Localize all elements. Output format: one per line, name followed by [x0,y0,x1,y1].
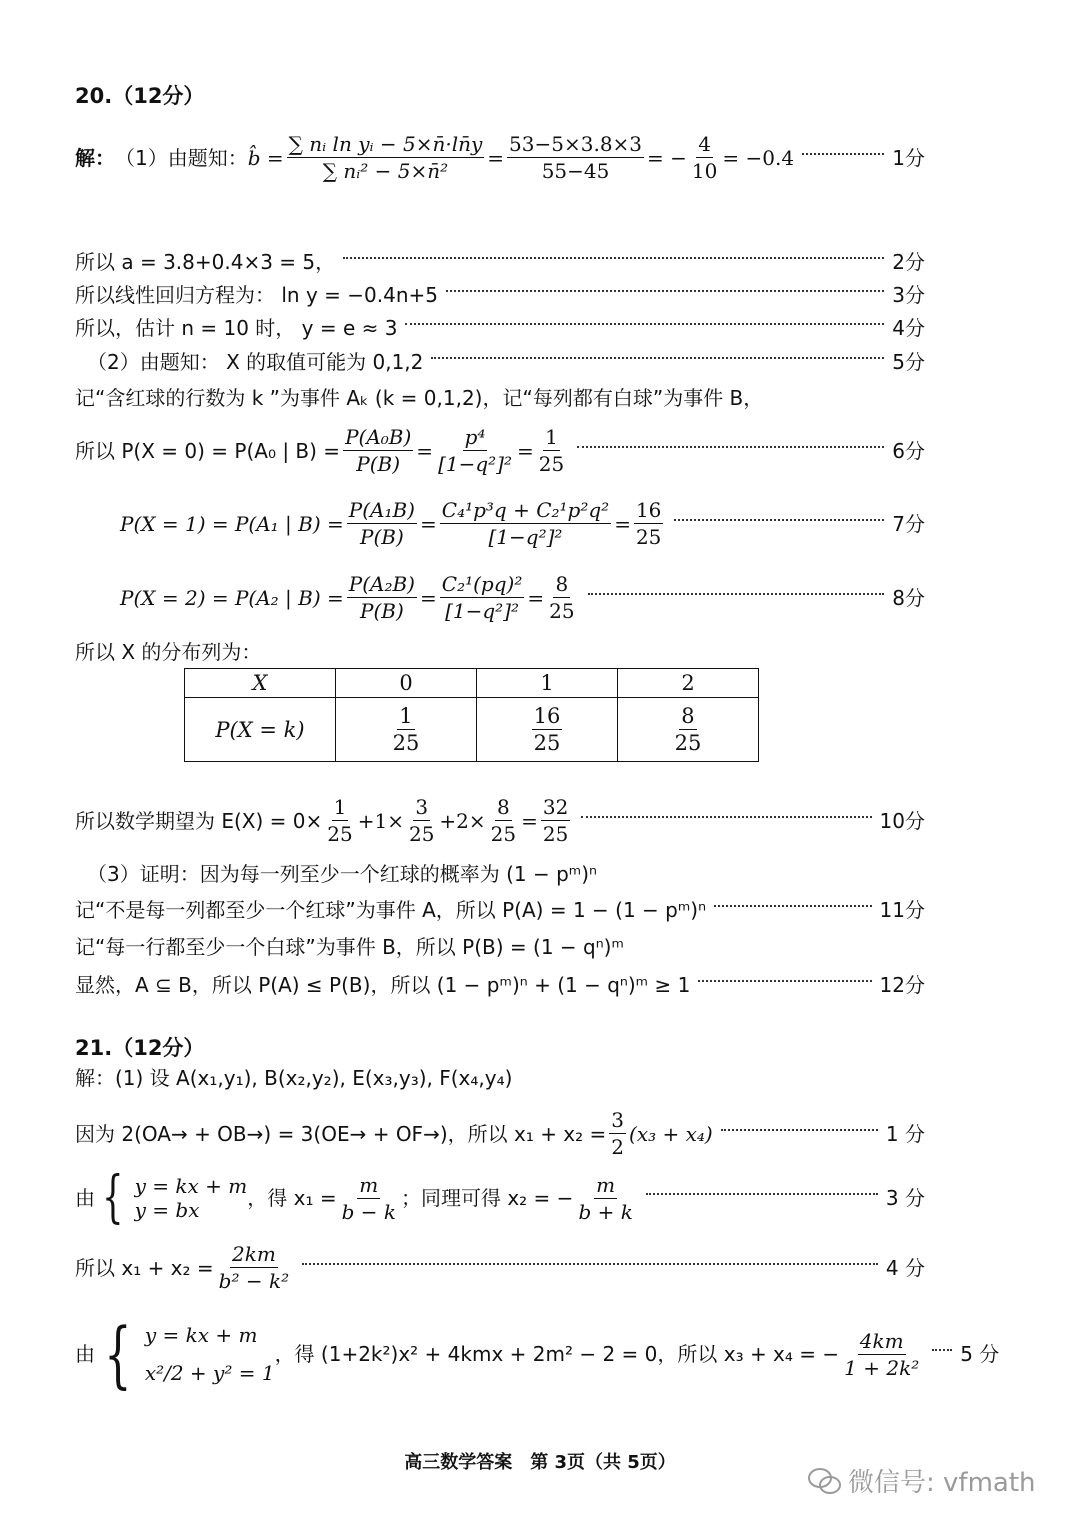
distribution-table [184,668,759,762]
system-2-eq-1: y = kx + m [144,1323,258,1347]
dot-leader [581,816,871,818]
vectors-tail: (x₃ + x₄) [629,1121,713,1146]
line-part3-text: （3）证明：因为每一列至少一个红球的概率为 (1 − pᵐ)ⁿ [87,862,598,886]
b-fraction-3 [690,132,719,183]
system-1-eq-2: y = bx [134,1198,200,1222]
cell-num: 1 [399,704,413,728]
line-part2 [87,350,925,374]
line-event-a [75,898,925,922]
table-header-2: 2 [618,669,759,698]
table-row [185,669,759,698]
dot-leader [714,905,871,907]
dot-leader [588,593,885,595]
ex-term-1: +1× [357,808,404,833]
line-estimate [75,316,925,340]
p0-f1-den: P(B) [356,452,401,476]
score-2: 2分 [892,250,925,274]
dot-leader [674,519,884,521]
q21-score-3: 3 分 [885,1186,925,1210]
cell-num: 16 [533,704,561,728]
line-part3 [87,862,925,886]
q21-heading: 21.（12分） [75,1036,205,1060]
q21-score-1: 1 分 [885,1121,925,1146]
sum-den: b² − k² [218,1269,290,1293]
dist-intro-text: 所以 X 的分布列为： [75,640,262,664]
dot-leader [405,323,884,325]
score-1: 1分 [892,145,925,170]
p1-f3-den: 25 [635,525,662,549]
score-5: 5分 [892,350,925,374]
b-denominator: ∑ nᵢ² − 5×n̄² [322,159,449,183]
ex-f4-den: 25 [542,822,569,846]
table-cell [477,698,618,762]
table-header-x: X [185,669,336,698]
wechat-icon [808,1468,842,1494]
score-12: 12分 [879,973,925,997]
line-a-text: 所以 a = 3.8+0.4×3 = 5， [75,250,336,274]
ex-term-2: +2× [439,808,486,833]
ex-term-3: = [521,808,538,833]
line-events [75,386,925,410]
b-result: = −0.4 [722,145,795,170]
line-p0: 所以 P(X = 0) = P(A₀ | B) = $\frac{\text{P(A₀B)}}{P(B)}$ = $\frac{\text{p⁴}}{\text{[1−q²]²}}$ = $\frac{1}{25}$ 6分 [75,425,925,476]
p2-f3-num: 8 [555,572,569,596]
b-hat-lhs: b̂ = [247,145,284,170]
line-expectation [75,795,925,846]
x1-den: b − k [341,1199,396,1224]
q21-line-sum [75,1242,925,1293]
dot-leader [932,1349,952,1351]
p1-lhs: P(X = 1) = P(A₁ | B) = [120,511,344,536]
expectation-lhs: 所以数学期望为 E(X) = 0× [75,808,323,833]
line-estimate-text: 所以，估计 n = 10 时， y = e ≈ 3 [75,316,398,340]
q21-score-5: 5 分 [960,1342,1000,1366]
table-row-label: P(X = k) [185,698,336,762]
system-2-eq-2: x²/2 + y² = 1 [144,1361,275,1385]
line-events-text: 记“含红球的行数为 k ”为事件 Aₖ (k = 0,1,2)，记“每列都有白球”为事件 B， [75,386,764,410]
b-formula-fraction [287,132,485,183]
vec-frac-den: 2 [611,1135,625,1159]
q21-line-system-1 [75,1165,925,1230]
b-fraction-2 [507,132,644,183]
dot-leader [431,357,884,359]
cell-den: 25 [392,731,420,755]
p2-f2-den: [1−q²]² [445,599,520,623]
b-fraction-2-den: 55−45 [541,159,610,183]
line-dist-intro [75,640,925,664]
page-footer: 高三数学答案 第 3页（共 5页） [404,1452,676,1473]
p0-f2-num: p⁴ [464,425,486,449]
p0-f2-den: [1−q²]² [438,452,512,476]
q20-heading: 20.（12分） [75,84,205,108]
q21-line-1-text: 解：(1) 设 A(x₁,y₁), B(x₂,y₂), E(x₃,y₃), F(x₄,y₄) [75,1066,513,1090]
p1-f2-num: C₄¹p³q + C₂¹p²q² [441,498,610,522]
line-conclusion-text: 显然，A ⊆ B，所以 P(A) ≤ P(B)，所以 (1 − pᵐ)ⁿ + (1 − qⁿ)ᵐ ≥ 1 [75,973,691,997]
p1-f1-num: P(A₁B) [348,498,415,522]
b-fraction-3-den: 10 [691,159,718,183]
line-a-value [75,250,925,274]
q21-line-vectors [75,1108,925,1159]
line-part2-text: （2）由题知： X 的取值可能为 0,1,2 [87,350,424,374]
x2-text: ；同理可得 x₂ = − [400,1186,574,1210]
dot-leader [302,1263,878,1265]
p2-lhs: P(X = 2) = P(A₂ | B) = [120,585,344,610]
score-11: 11分 [879,898,925,922]
system-2 [145,1323,275,1385]
x34-den: 1 + 2k² [844,1355,920,1380]
dot-leader [646,1193,878,1195]
sum-num: 2km [231,1242,276,1266]
dot-leader [721,1129,878,1131]
p0-f3-num: 1 [545,425,558,449]
x1-num: m [359,1172,379,1197]
p1-f2-den: [1−q²]² [488,525,563,549]
score-3: 3分 [892,283,925,307]
system-1-eq-1: y = kx + m [134,1174,248,1198]
line-event-b [75,935,925,959]
dot-leader [698,980,871,982]
p1-f1-den: P(B) [360,525,404,549]
watermark [808,1462,1036,1499]
table-cell [336,698,477,762]
vectors-text: 因为 2(OA→ + OB→) = 3(OE→ + OF→)，所以 x₁ + x₂ = [75,1121,607,1146]
p2-f3-den: 25 [549,599,575,623]
ex-f4-num: 32 [542,795,569,819]
ex-f1-num: 1 [333,795,347,819]
line-p2: P(X = 2) = P(A₂ | B) = $\frac{\text{P(A₂B)}}{P(B)}$ = $\frac{\text{C₂¹(pq)²}}{\text{[1−q²]²}}$ = $\frac{8}{25}$ 8分 [120,572,925,623]
line-event-a-text: 记“不是每一列都至少一个红球”为事件 A，所以 P(A) = 1 − (1 − pᵐ)ⁿ [75,898,707,922]
line-event-b-text: 记“每一行都至少一个白球”为事件 B，所以 P(B) = (1 − qⁿ)ᵐ [75,935,624,959]
ex-f3-den: 25 [490,822,517,846]
ex-f1-den: 25 [327,822,353,846]
q21-line-system-2 [75,1312,1000,1396]
p0-f3-den: 25 [538,452,565,476]
solution-label: 解： [75,145,115,170]
cell-den: 25 [533,731,561,755]
line-regression [75,283,925,307]
cell-num: 8 [681,704,695,728]
p2-f2-num: C₂¹(pq)² [441,572,523,596]
table-header-0: 0 [336,669,477,698]
b-numerator: ∑ nᵢ ln yᵢ − 5×n̄·ln̄y [288,132,483,156]
table-cell [618,698,759,762]
sum-text: 所以 x₁ + x₂ = [75,1255,214,1280]
cell-den: 25 [674,731,702,755]
b-fraction-2-num: 53−5×3.8×3 [509,132,643,156]
dot-leader [446,290,884,292]
q21-line-1 [75,1066,925,1090]
x1-text: ，得 x₁ = [247,1186,337,1210]
quadratic-text: ，得 (1+2k²)x² + 4kmx + 2m² − 2 = 0，所以 x₃ + x₄ = − [274,1342,840,1366]
you-label: 由 [75,1342,95,1366]
table-header-1: 1 [477,669,618,698]
p0-lhs: 所以 P(X = 0) = P(A₀ | B) = [75,438,341,463]
system-1 [135,1174,248,1222]
line-p1: P(X = 1) = P(A₁ | B) = $\frac{\text{P(A₁B)}}{P(B)}$ = $\frac{\text{C₄¹p³q + C₂¹p²q²}}{\text{[1−q²]²}}$ = $\frac{16}{25}$ 7分 [120,498,925,549]
q20-b-line: 解： （1）由题知： b̂ = $\frac{\text{∑ nᵢ ln yᵢ − 5×n̄·ln̄y}}{\text{∑ nᵢ² − 5×n̄²}}$ = $\frac{53-5\times 3.8\times 3}{55-45}$ = − $\frac{4}{10}$ = −0.4 1分 [75,132,925,183]
dot-leader [343,257,884,259]
ex-f3-num: 8 [497,795,510,819]
ex-f2-den: 25 [408,822,435,846]
x2-num: m [596,1172,616,1197]
score-10: 10分 [879,808,925,833]
p0-f1-num: P(A₀B) [345,425,412,449]
brace-icon: { [102,1165,124,1230]
score-6: 6分 [892,438,925,463]
dot-leader [802,153,884,155]
p2-f1-num: P(A₂B) [348,572,415,596]
p1-f3-num: 16 [635,498,662,522]
part1-intro: （1）由题知： [115,145,248,170]
you-label: 由 [75,1186,95,1210]
brace-icon: { [104,1312,132,1396]
dot-leader [577,446,884,448]
line-regression-text: 所以线性回归方程为： ln y = −0.4n+5 [75,283,438,307]
vec-frac-num: 3 [611,1108,625,1132]
ex-f2-num: 3 [415,795,429,819]
score-7: 7分 [892,511,925,536]
x2-den: b + k [578,1199,633,1224]
q21-score-4: 4 分 [885,1255,925,1280]
line-conclusion [75,973,925,997]
x34-num: 4km [859,1328,904,1353]
p2-f1-den: P(B) [360,599,404,623]
score-4: 4分 [892,316,925,340]
watermark-text: 微信号: vfmath [848,1468,1036,1498]
b-fraction-3-num: 4 [698,132,711,156]
table-row [185,698,759,762]
score-8: 8分 [892,585,925,610]
